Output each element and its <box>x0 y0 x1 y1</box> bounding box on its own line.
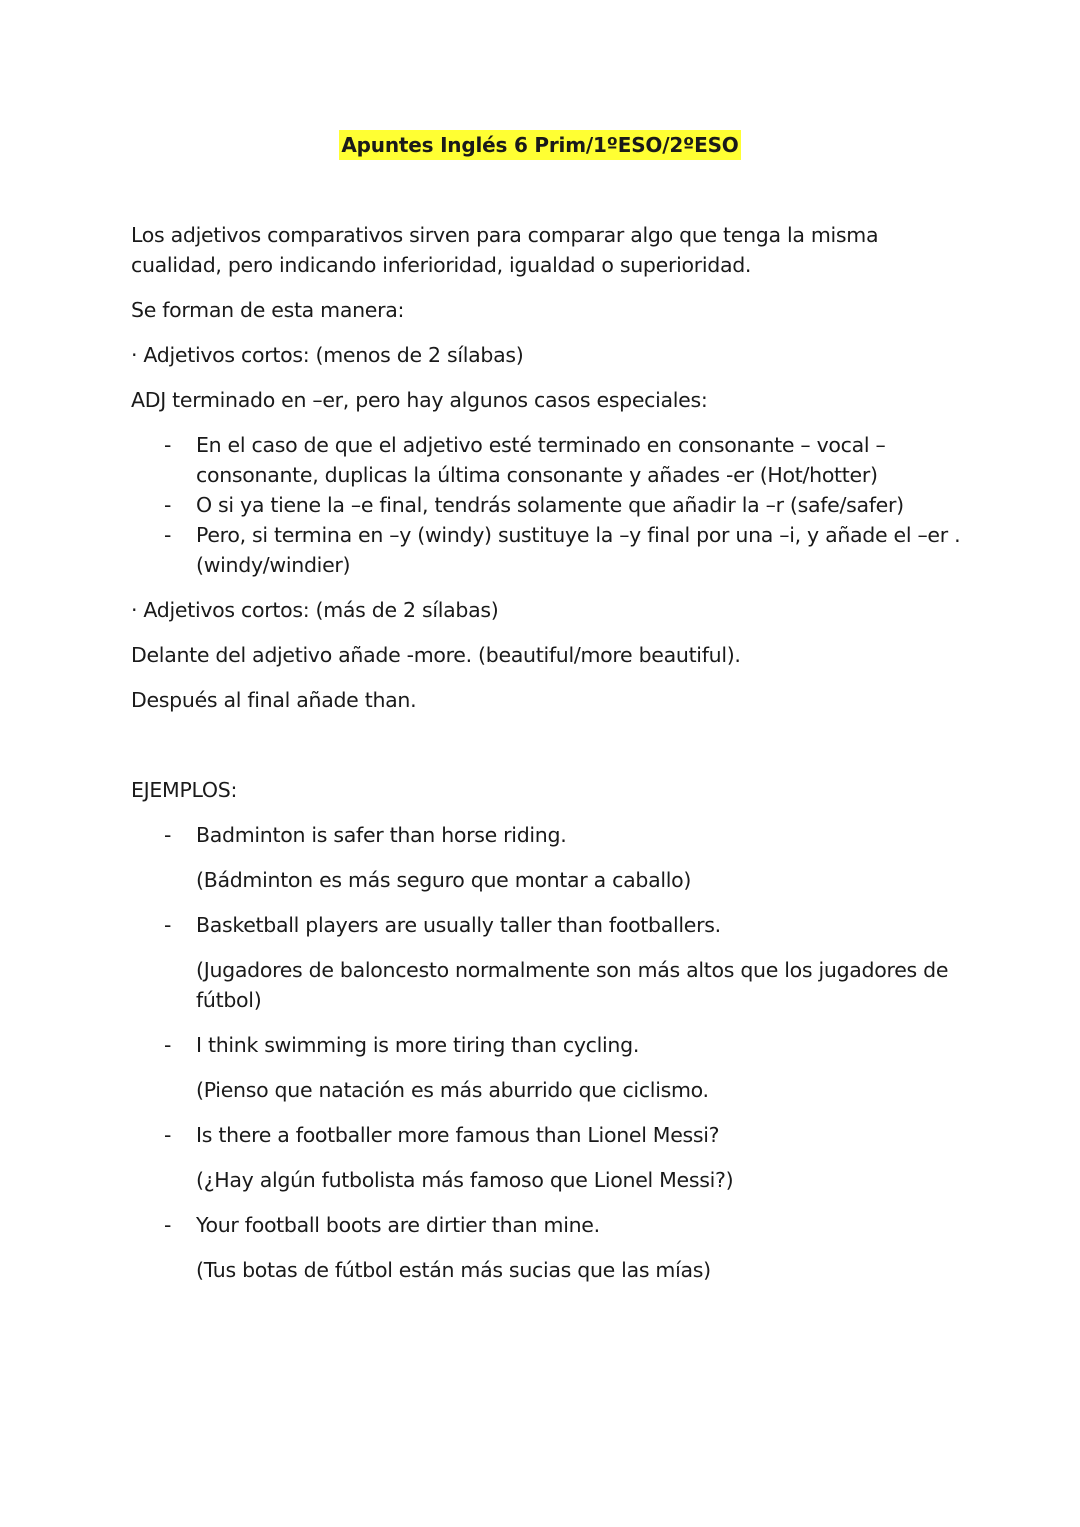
example-spanish: (Tus botas de fútbol están más sucias que las mías) <box>196 1258 711 1282</box>
formation-line: Se forman de esta manera: <box>131 298 405 322</box>
list-item <box>131 430 961 490</box>
rule-text: O si ya tiene la –e final, tendrás solamente que añadir la –r (safe/safer) <box>196 493 904 517</box>
intro-paragraph: Los adjetivos comparativos sirven para comparar algo que tenga la misma cualidad, pero indicando inferioridad, igualdad o superioridad. <box>131 223 879 277</box>
document-body <box>131 220 961 1300</box>
examples-list <box>131 820 961 1285</box>
example-spanish: (Jugadores de baloncesto normalmente son más altos que los jugadores de fútbol) <box>196 958 949 1012</box>
short-adjectives-heading: · Adjetivos cortos: (menos de 2 sílabas) <box>131 343 524 367</box>
bullet-dash: - <box>164 823 172 847</box>
example-item <box>131 820 961 895</box>
long-adjectives-heading: · Adjetivos cortos: (más de 2 sílabas) <box>131 598 499 622</box>
example-english: Is there a footballer more famous than Lionel Messi? <box>196 1123 720 1147</box>
rule-text: En el caso de que el adjetivo esté terminado en consonante – vocal – consonante, duplicas la última consonante y añades -er (Hot/hotter) <box>196 433 886 487</box>
rule-text: Pero, si termina en –y (windy) sustituye la –y final por una –i, y añade el –er . (windy/windier) <box>196 523 961 577</box>
title-wrapper <box>0 130 1080 160</box>
list-item <box>131 520 961 580</box>
example-item <box>131 910 961 1015</box>
example-english: Basketball players are usually taller than footballers. <box>196 913 721 937</box>
page-title: Apuntes Inglés 6 Prim/1ºESO/2ºESO <box>339 130 740 160</box>
bullet-dash: - <box>164 1123 172 1147</box>
long-adjectives-rule: Delante del adjetivo añade -more. (beautiful/more beautiful). <box>131 643 741 667</box>
example-english: I think swimming is more tiring than cycling. <box>196 1033 640 1057</box>
special-cases-list <box>131 430 961 580</box>
short-adjectives-rule: ADJ terminado en –er, pero hay algunos casos especiales: <box>131 388 708 412</box>
list-item <box>131 490 961 520</box>
example-spanish: (Pienso que natación es más aburrido que ciclismo. <box>196 1078 709 1102</box>
example-item <box>131 1210 961 1285</box>
than-rule: Después al final añade than. <box>131 688 417 712</box>
examples-heading: EJEMPLOS: <box>131 778 238 802</box>
example-item <box>131 1120 961 1195</box>
example-english: Badminton is safer than horse riding. <box>196 823 567 847</box>
example-item <box>131 1030 961 1105</box>
bullet-dash: - <box>164 1213 172 1237</box>
bullet-dash: - <box>164 1033 172 1057</box>
example-english: Your football boots are dirtier than mine. <box>196 1213 600 1237</box>
example-spanish: (¿Hay algún futbolista más famoso que Lionel Messi?) <box>196 1168 734 1192</box>
bullet-dash: - <box>164 913 172 937</box>
bullet-dash: - <box>164 493 172 517</box>
bullet-dash: - <box>164 433 172 457</box>
bullet-dash: - <box>164 523 172 547</box>
example-spanish: (Bádminton es más seguro que montar a caballo) <box>196 868 692 892</box>
